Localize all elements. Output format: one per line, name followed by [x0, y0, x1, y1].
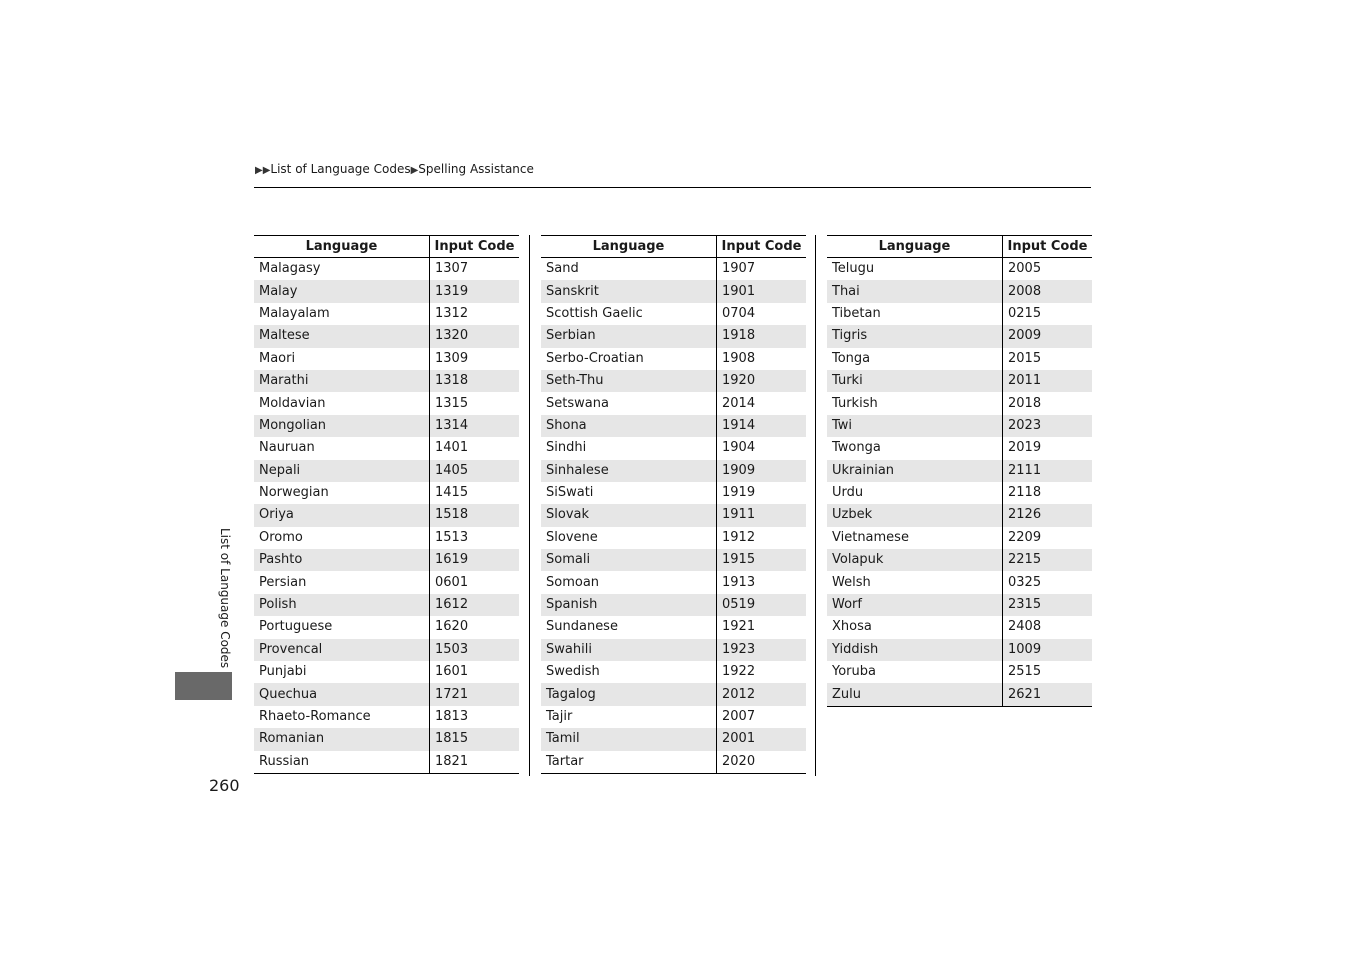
language-cell: Slovak: [541, 504, 717, 526]
table-row: [541, 728, 806, 750]
table-row: [827, 683, 1092, 706]
table-row: [254, 751, 519, 774]
input-code-cell: 0601: [435, 574, 469, 590]
table-row: [254, 728, 519, 750]
table-row: [254, 639, 519, 661]
table-row: [541, 571, 806, 593]
language-cell: Sand: [541, 258, 717, 281]
table-row: [541, 504, 806, 526]
table-row: [541, 348, 806, 370]
table-row: [541, 482, 806, 504]
language-cell: Malagasy: [254, 258, 430, 281]
language-cell: Romanian: [254, 728, 430, 750]
input-code-cell: 2111: [1003, 460, 1093, 482]
language-cell: Seth-Thu: [541, 370, 717, 392]
table-row: [254, 549, 519, 571]
input-code-cell: 2001: [717, 728, 807, 750]
language-cell: Setswana: [541, 392, 717, 414]
input-code-cell: 1919: [722, 485, 756, 501]
language-cell: Spanish: [541, 594, 717, 616]
language-cell: Worf: [827, 594, 1003, 616]
language-cell: Somali: [541, 549, 717, 571]
input-code-cell: 1309: [435, 350, 469, 366]
language-cell: Tigris: [827, 325, 1003, 347]
table-row: [827, 549, 1092, 571]
table-row: [254, 415, 519, 437]
table-row: [541, 280, 806, 302]
language-cell: Urdu: [827, 482, 1003, 504]
language-cell: Shona: [541, 415, 717, 437]
input-code-cell: 1909: [717, 460, 807, 482]
table-row: [827, 392, 1092, 414]
input-code-cell: 1921: [722, 619, 756, 635]
table-row: [827, 415, 1092, 437]
table-row: [254, 616, 519, 638]
input-code-cell: 1918: [717, 325, 807, 347]
language-cell: Twonga: [827, 437, 1003, 459]
table-row: [541, 415, 806, 437]
table-row: [541, 594, 806, 616]
language-table-2: [541, 235, 806, 774]
input-code-cell: 1915: [717, 549, 807, 571]
language-table-3: [827, 235, 1092, 707]
input-code-cell: 1721: [430, 683, 520, 705]
language-cell: Malayalam: [254, 303, 430, 325]
language-cell: Vietnamese: [827, 527, 1003, 549]
table-row: [827, 639, 1092, 661]
table-row: [827, 482, 1092, 504]
input-code-cell: 2209: [1008, 529, 1042, 545]
input-code-cell: 1912: [722, 529, 756, 545]
language-table-1: [254, 235, 519, 774]
table-row: [827, 571, 1092, 593]
language-cell: Turki: [827, 370, 1003, 392]
language-cell: Punjabi: [254, 661, 430, 683]
breadcrumb-arrow-icon: ▶: [255, 165, 263, 176]
language-cell: Tibetan: [827, 303, 1003, 325]
language-cell: SiSwati: [541, 482, 717, 504]
table-row: [254, 527, 519, 549]
language-cell: Swahili: [541, 639, 717, 661]
input-code-cell: 1821: [430, 751, 520, 774]
table-row: [827, 527, 1092, 549]
input-code-cell: 2621: [1003, 683, 1093, 706]
language-cell: Rhaeto-Romance: [254, 706, 430, 728]
table-row: [827, 280, 1092, 302]
table-row: [254, 706, 519, 728]
table-row: [541, 460, 806, 482]
table-row: [541, 639, 806, 661]
input-code-cell: 1922: [722, 664, 756, 680]
breadcrumb-current-spelling-assistance: Spelling Assistance: [418, 162, 534, 176]
language-cell: Tajir: [541, 706, 717, 728]
table-row: [827, 258, 1092, 281]
header-divider: [254, 187, 1091, 188]
language-cell: Volapuk: [827, 549, 1003, 571]
language-cell: Pashto: [254, 549, 430, 571]
input-code-cell: 0325: [1008, 574, 1042, 590]
language-cell: Scottish Gaelic: [541, 303, 717, 325]
language-cell: Persian: [254, 571, 430, 593]
table-row: [254, 280, 519, 302]
input-code-cell: 1315: [435, 395, 469, 411]
table-row: [541, 325, 806, 347]
table-row: [254, 392, 519, 414]
language-cell: Oromo: [254, 527, 430, 549]
language-cell: Maltese: [254, 325, 430, 347]
language-cell: Yiddish: [827, 639, 1003, 661]
table-row: [541, 683, 806, 705]
language-cell: Sanskrit: [541, 280, 717, 302]
language-cell: Serbian: [541, 325, 717, 347]
input-code-cell: 2008: [1003, 280, 1093, 302]
input-code-cell: 1815: [430, 728, 520, 750]
table-row: [541, 370, 806, 392]
language-cell: Sindhi: [541, 437, 717, 459]
language-cell: Telugu: [827, 258, 1003, 281]
input-code-cell: 1911: [717, 504, 807, 526]
table-row: [254, 661, 519, 683]
input-code-cell: 2315: [1003, 594, 1093, 616]
input-code-cell: 2014: [722, 395, 756, 411]
table-row: [827, 594, 1092, 616]
input-code-cell: 2126: [1003, 504, 1093, 526]
table-row: [827, 460, 1092, 482]
input-code-column-header: Input Code: [1003, 236, 1093, 258]
table-row: [254, 460, 519, 482]
language-column-header: Language: [827, 236, 1003, 258]
input-code-cell: 1913: [722, 574, 756, 590]
input-code-cell: 1312: [435, 305, 469, 321]
table-row: [827, 661, 1092, 683]
table-row: [827, 348, 1092, 370]
input-code-cell: 1920: [717, 370, 807, 392]
table-row: [254, 258, 519, 281]
input-code-cell: 1307: [435, 261, 469, 277]
section-tab-marker: [175, 672, 232, 700]
language-cell: Oriya: [254, 504, 430, 526]
input-code-cell: 1901: [717, 280, 807, 302]
input-code-cell: 0519: [717, 594, 807, 616]
breadcrumb-link-language-codes[interactable]: List of Language Codes: [270, 162, 411, 176]
input-code-cell: 2515: [1008, 664, 1042, 680]
table-row: [541, 706, 806, 728]
input-code-cell: 2005: [1008, 261, 1042, 277]
table-row: [254, 683, 519, 705]
language-cell: Maori: [254, 348, 430, 370]
input-code-cell: 2020: [717, 751, 807, 774]
language-cell: Portuguese: [254, 616, 430, 638]
language-cell: Sinhalese: [541, 460, 717, 482]
language-cell: Tonga: [827, 348, 1003, 370]
input-code-cell: 1318: [430, 370, 520, 392]
language-cell: Provencal: [254, 639, 430, 661]
input-code-cell: 1401: [435, 440, 469, 456]
input-code-cell: 1518: [430, 504, 520, 526]
input-code-cell: 1813: [435, 709, 469, 724]
input-code-cell: 1009: [1003, 639, 1093, 661]
table-row: [827, 303, 1092, 325]
language-cell: Serbo-Croatian: [541, 348, 717, 370]
table-row: [254, 482, 519, 504]
table-row: [254, 303, 519, 325]
input-code-cell: 1415: [435, 485, 469, 501]
input-code-cell: 1620: [435, 619, 469, 635]
input-code-cell: 1320: [430, 325, 520, 347]
input-code-cell: 2015: [1008, 350, 1042, 366]
table-row: [254, 571, 519, 593]
input-code-cell: 2007: [722, 709, 756, 724]
table-row: [827, 437, 1092, 459]
input-code-cell: 1319: [430, 280, 520, 302]
language-cell: Turkish: [827, 392, 1003, 414]
language-cell: Twi: [827, 415, 1003, 437]
table-row: [827, 616, 1092, 638]
language-cell: Slovene: [541, 527, 717, 549]
breadcrumb: [255, 160, 534, 180]
side-section-label-text: List of Language Codes: [218, 528, 232, 669]
language-cell: Zulu: [827, 683, 1003, 706]
table-row: [254, 594, 519, 616]
language-cell: Tamil: [541, 728, 717, 750]
language-cell: Malay: [254, 280, 430, 302]
input-code-cell: 2009: [1003, 325, 1093, 347]
language-cell: Somoan: [541, 571, 717, 593]
input-code-cell: 1513: [435, 529, 469, 545]
input-code-cell: 1405: [430, 460, 520, 482]
input-code-cell: 2012: [717, 683, 807, 705]
input-code-column-header: Input Code: [717, 236, 807, 258]
language-column-header: Language: [254, 236, 430, 258]
table-row: [541, 616, 806, 638]
language-cell: Moldavian: [254, 392, 430, 414]
column-divider: [815, 235, 816, 776]
input-code-cell: 1923: [717, 639, 807, 661]
input-code-cell: 0704: [722, 305, 756, 321]
input-code-cell: 1619: [430, 549, 520, 571]
language-cell: Uzbek: [827, 504, 1003, 526]
language-cell: Ukrainian: [827, 460, 1003, 482]
language-cell: Welsh: [827, 571, 1003, 593]
breadcrumb-arrow-icon: ▶: [410, 165, 419, 176]
table-row: [541, 549, 806, 571]
table-row: [827, 325, 1092, 347]
table-row: [827, 370, 1092, 392]
table-row: [254, 325, 519, 347]
input-code-cell: 0215: [1008, 305, 1042, 321]
language-cell: Thai: [827, 280, 1003, 302]
input-code-column-header: Input Code: [430, 236, 520, 258]
table-row: [541, 437, 806, 459]
language-cell: Swedish: [541, 661, 717, 683]
column-divider: [529, 235, 530, 776]
language-cell: Mongolian: [254, 415, 430, 437]
language-cell: Polish: [254, 594, 430, 616]
input-code-cell: 1908: [722, 350, 756, 366]
language-cell: Marathi: [254, 370, 430, 392]
side-section-label: [176, 528, 232, 668]
input-code-cell: 1314: [430, 415, 520, 437]
table-row: [254, 348, 519, 370]
language-cell: Tagalog: [541, 683, 717, 705]
table-row: [254, 437, 519, 459]
input-code-cell: 1503: [430, 639, 520, 661]
table-row: [254, 504, 519, 526]
language-cell: Nauruan: [254, 437, 430, 459]
language-cell: Norwegian: [254, 482, 430, 504]
breadcrumb-arrow-icon: ▶: [262, 165, 271, 176]
input-code-cell: 2215: [1003, 549, 1093, 571]
table-row: [541, 303, 806, 325]
language-cell: Russian: [254, 751, 430, 774]
input-code-cell: 1914: [717, 415, 807, 437]
table-row: [254, 370, 519, 392]
input-code-cell: 2019: [1008, 440, 1042, 456]
language-cell: Sundanese: [541, 616, 717, 638]
table-row: [541, 751, 806, 774]
language-cell: Nepali: [254, 460, 430, 482]
input-code-cell: 1601: [435, 664, 469, 680]
table-row: [827, 504, 1092, 526]
table-row: [541, 661, 806, 683]
language-cell: Tartar: [541, 751, 717, 774]
input-code-cell: 2408: [1008, 619, 1042, 635]
table-row: [541, 527, 806, 549]
language-column-header: Language: [541, 236, 717, 258]
language-cell: Yoruba: [827, 661, 1003, 683]
page-number: 260: [209, 776, 240, 795]
input-code-cell: 1904: [722, 440, 756, 456]
input-code-cell: 1907: [722, 261, 756, 277]
table-row: [541, 392, 806, 414]
input-code-cell: 2018: [1008, 395, 1042, 411]
input-code-cell: 2011: [1003, 370, 1093, 392]
language-cell: Quechua: [254, 683, 430, 705]
table-row: [541, 258, 806, 281]
input-code-cell: 2118: [1008, 485, 1042, 501]
language-cell: Xhosa: [827, 616, 1003, 638]
input-code-cell: 1612: [430, 594, 520, 616]
input-code-cell: 2023: [1003, 415, 1093, 437]
